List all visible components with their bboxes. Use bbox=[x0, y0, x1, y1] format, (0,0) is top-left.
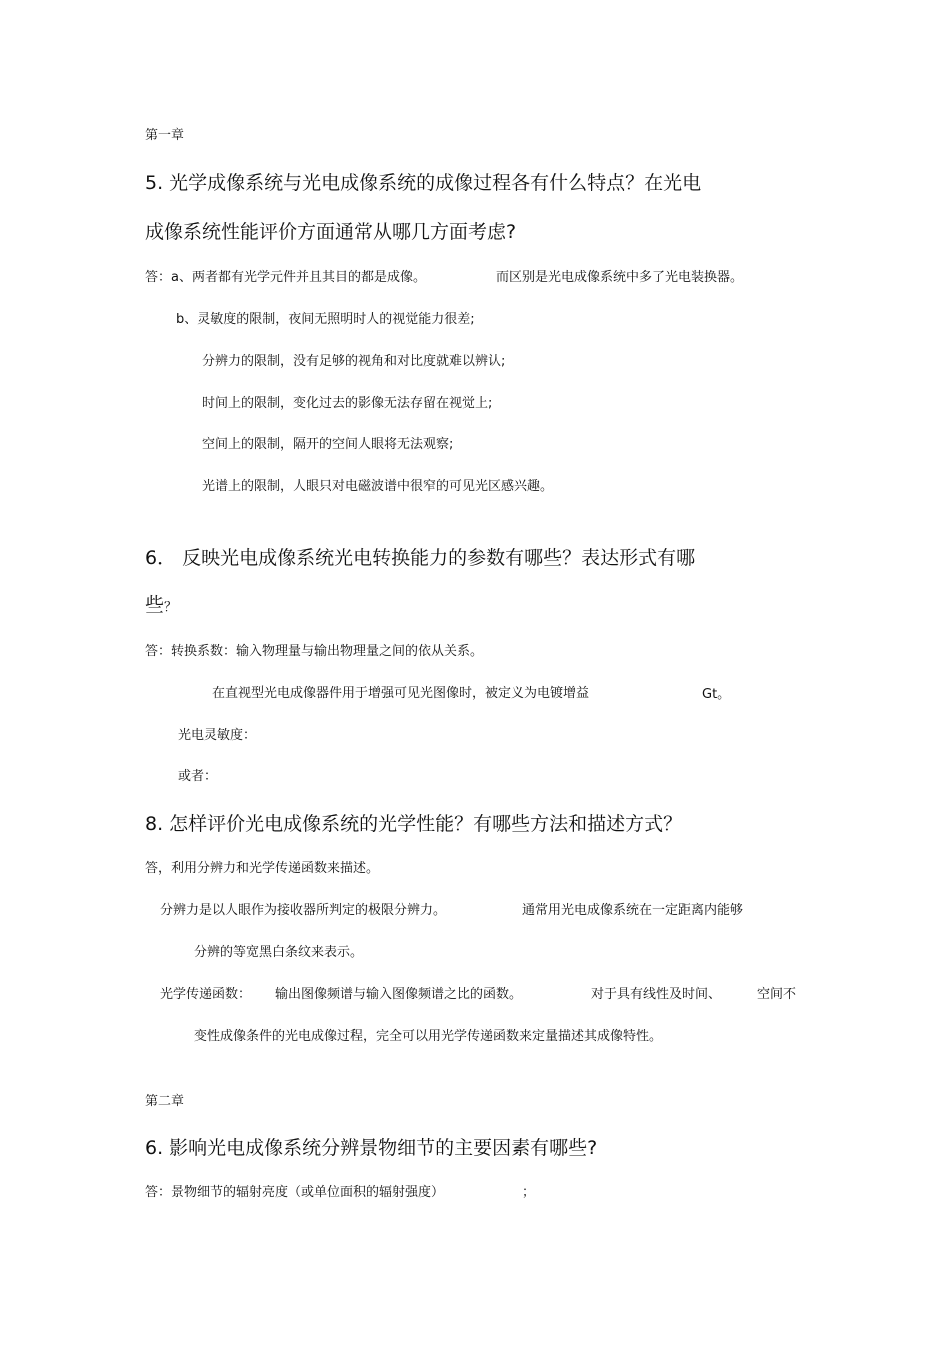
q8-answer-2-part-2: 通常用光电成像系统在一定距离内能够 bbox=[522, 903, 744, 918]
q8-answer-3-label: 光学传递函数： bbox=[160, 987, 252, 1002]
q8-answer-1: 答，利用分辨力和光学传递函数来描述。 bbox=[145, 861, 380, 876]
q8-answer-2-part-3: 分辨的等宽黑白条纹来表示。 bbox=[194, 945, 364, 960]
chapter-1-heading: 第一章 bbox=[145, 128, 185, 143]
q6-title-line-2-main: 些 bbox=[145, 594, 165, 616]
ch2-q6-answer-1-end: ； bbox=[522, 1185, 536, 1200]
q6-answer-3: 光电灵敏度： bbox=[178, 728, 257, 743]
q5-answer-d: 时间上的限制，变化过去的影像无法存留在视觉上; bbox=[202, 396, 493, 411]
ch2-q6-title: 6. 影响光电成像系统分辨景物细节的主要因素有哪些? bbox=[145, 1137, 598, 1159]
q5-answer-e: 空间上的限制，隔开的空间人眼将无法观察; bbox=[202, 437, 454, 452]
q6-title-line-1: 6． 反映光电成像系统光电转换能力的参数有哪些？表达形式有哪 bbox=[145, 547, 696, 569]
q8-answer-3-part-2: 对于具有线性及时间、 bbox=[591, 987, 722, 1002]
q8-answer-2-part-1: 分辨力是以人眼作为接收器所判定的极限分辨力。 bbox=[160, 903, 447, 918]
q6-answer-1: 答：转换系数：输入物理量与输出物理量之间的依从关系。 bbox=[145, 644, 484, 659]
q8-answer-3-part-4: 变性成像条件的光电成像过程，完全可以用光学传递函数来定量描述其成像特性。 bbox=[194, 1029, 663, 1044]
q8-title: 8. 怎样评价光电成像系统的光学性能？有哪些方法和描述方式？ bbox=[145, 813, 683, 835]
q6-title-line-2 bbox=[145, 596, 177, 615]
q8-answer-3-part-1: 输出图像频谱与输入图像频谱之比的函数。 bbox=[275, 987, 523, 1002]
q6-answer-2-symbol: Gt。 bbox=[702, 687, 731, 702]
q8-answer-3-part-3: 空间不 bbox=[757, 987, 797, 1002]
q5-answer-a-part-1: 答：a、两者都有光学元件并且其目的都是成像。 bbox=[145, 270, 426, 285]
chapter-2-heading: 第二章 bbox=[145, 1094, 185, 1109]
ch2-q6-answer-1: 答：景物细节的辐射亮度（或单位面积的辐射强度） bbox=[145, 1185, 445, 1200]
q6-answer-4: 或者： bbox=[178, 769, 218, 784]
q6-answer-2: 在直视型光电成像器件用于增强可见光图像时，被定义为电镀增益 bbox=[212, 686, 590, 701]
q5-answer-c: 分辨力的限制，没有足够的视角和对比度就难以辨认; bbox=[202, 354, 506, 369]
q6-title-line-2-tail: ？ bbox=[164, 600, 178, 615]
q5-title-line-1: 5. 光学成像系统与光电成像系统的成像过程各有什么特点？在光电 bbox=[145, 172, 702, 194]
q5-answer-a-part-2: 而区别是光电成像系统中多了光电装换器。 bbox=[496, 270, 744, 285]
q5-answer-b: b、灵敏度的限制，夜间无照明时人的视觉能力很差; bbox=[176, 312, 475, 327]
q5-answer-f: 光谱上的限制，人眼只对电磁波谱中很窄的可见光区感兴趣。 bbox=[202, 479, 554, 494]
q5-title-line-2: 成像系统性能评价方面通常从哪几方面考虑? bbox=[145, 221, 517, 243]
